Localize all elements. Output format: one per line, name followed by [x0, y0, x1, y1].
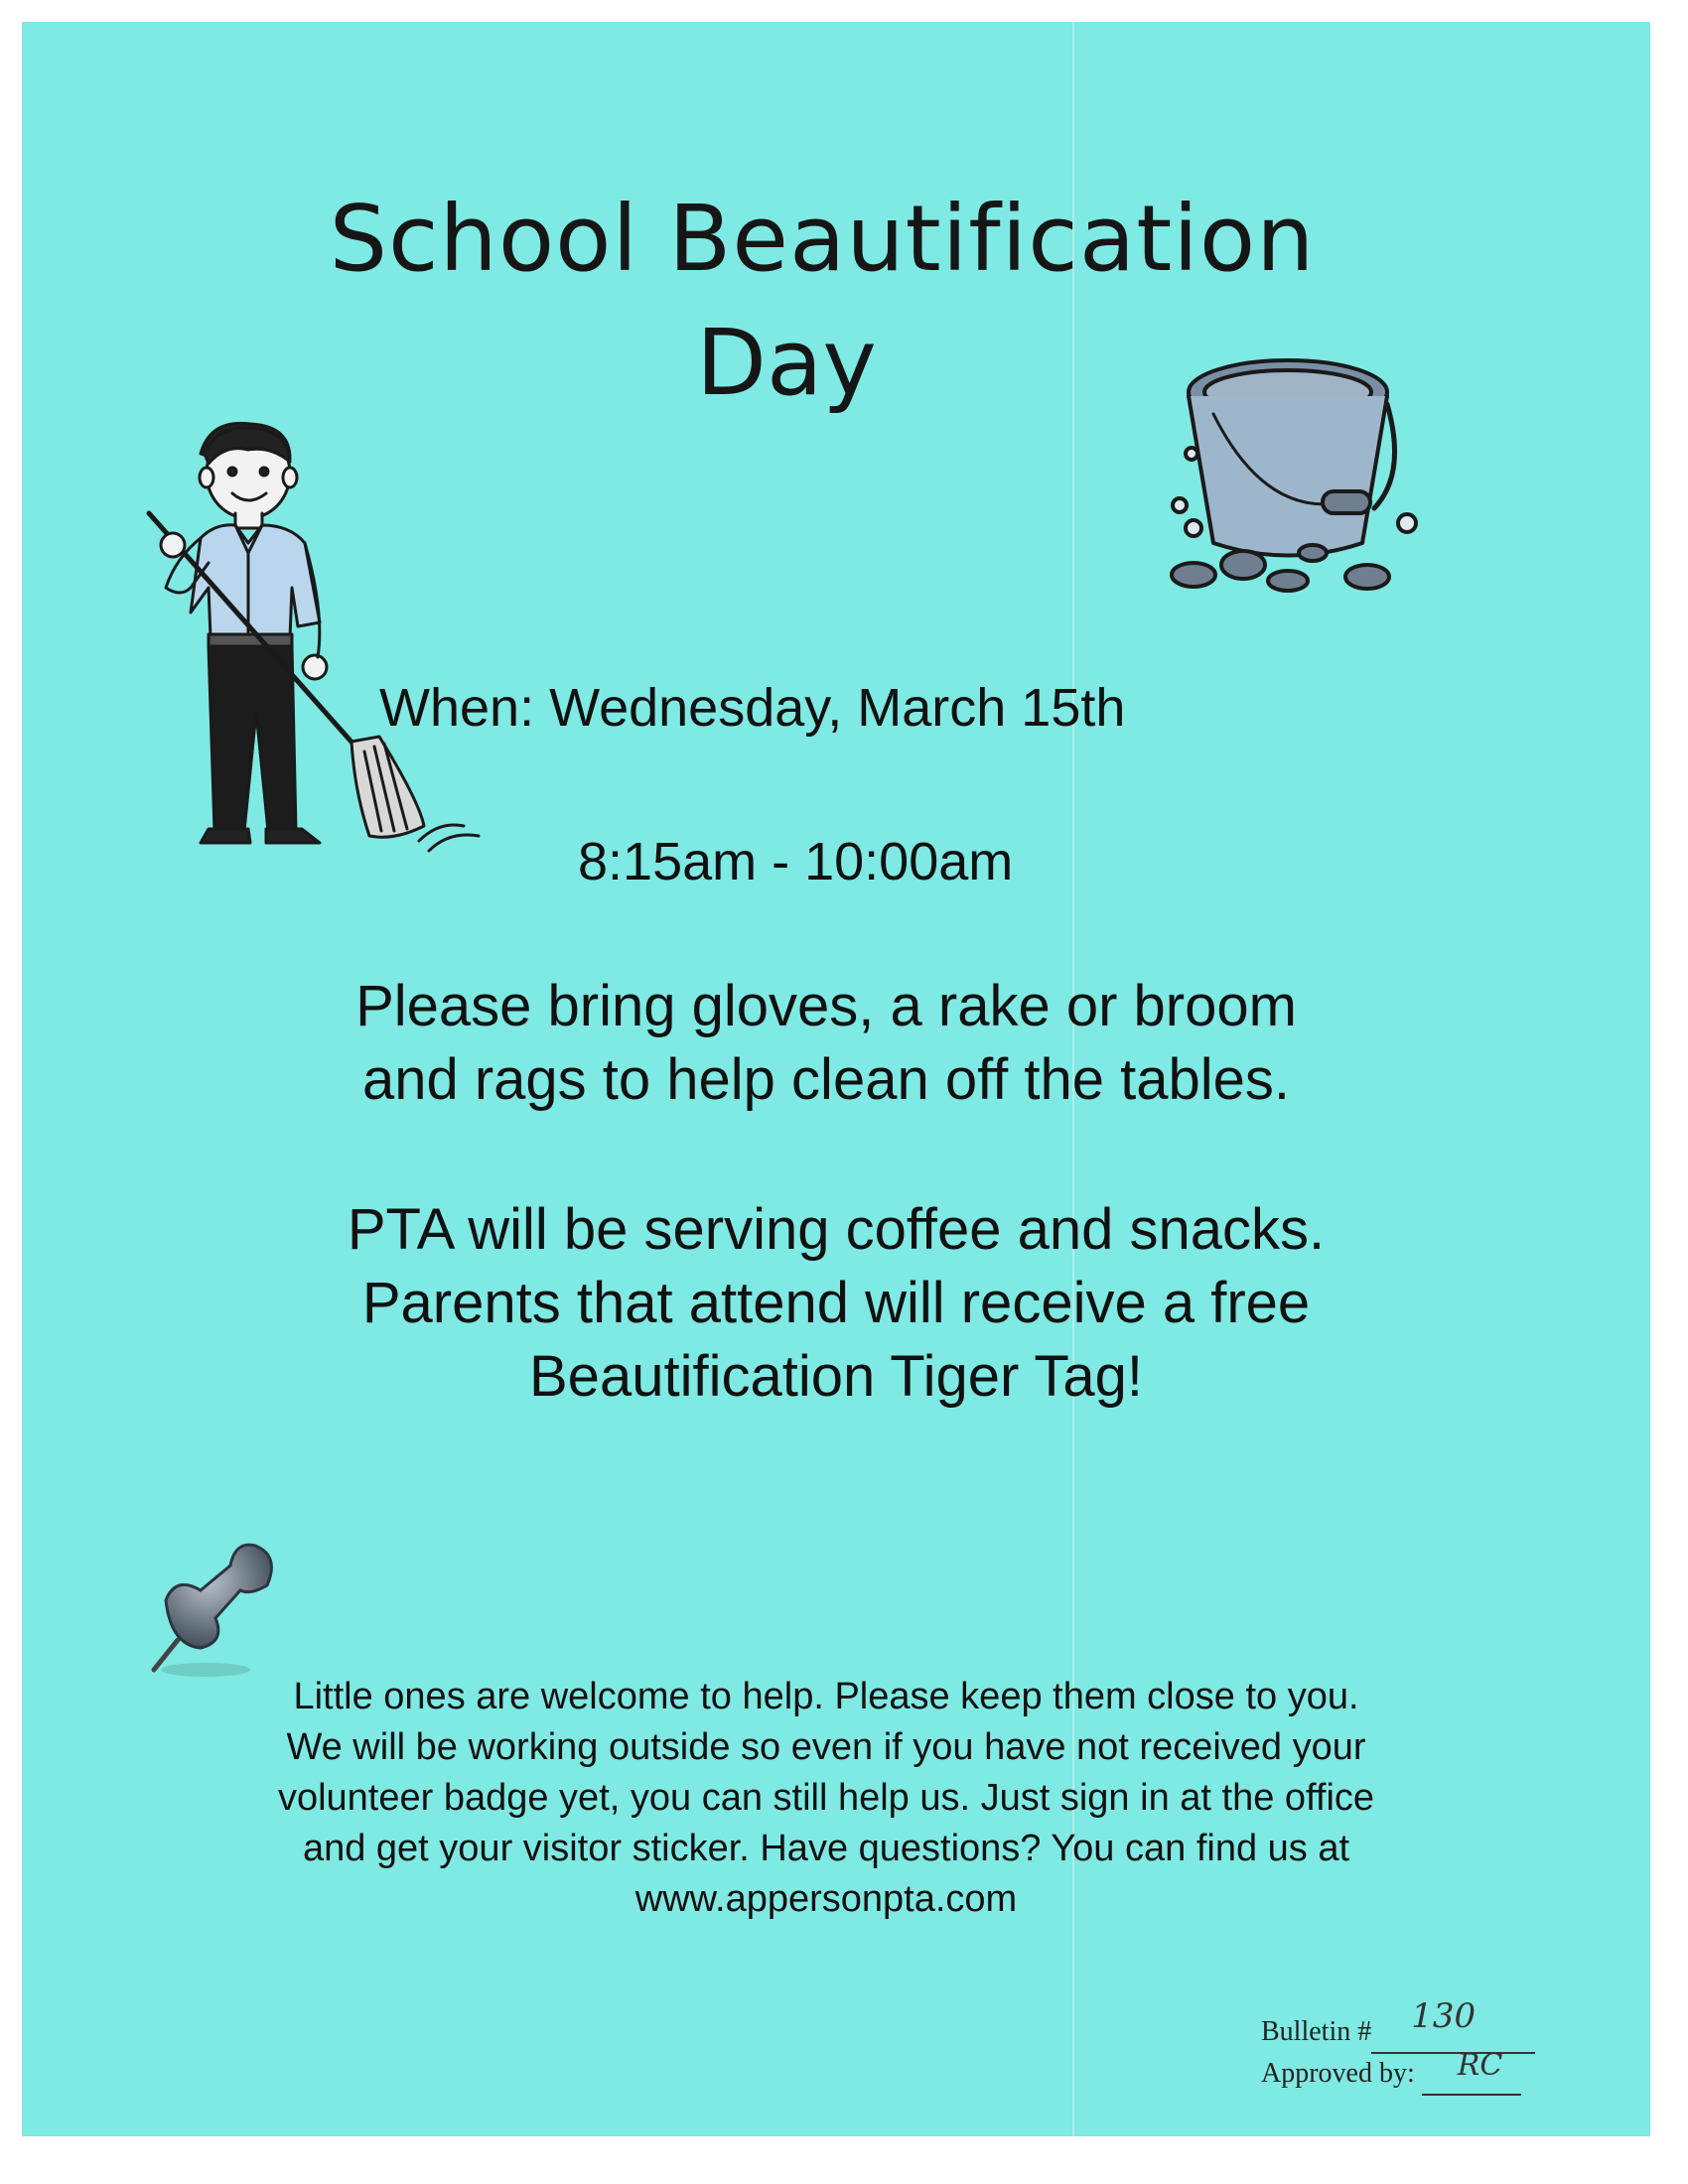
bulletin-approval	[1261, 1996, 1535, 2096]
note-line-3: volunteer badge yet, you can still help us. Just sign in at the office	[277, 1777, 1375, 1819]
pushpin-icon	[146, 1531, 285, 1680]
bulletin-number-label: Bulletin #	[1261, 2016, 1372, 2047]
pta-line-3: Beautification Tiger Tag!	[529, 1344, 1143, 1409]
volunteer-note	[22, 1672, 1630, 1925]
approved-by-initials: RC	[1457, 2048, 1503, 2083]
supplies-line-2: and rags to help clean off the tables.	[361, 1047, 1291, 1112]
pta-line-1: PTA will be serving coffee and snacks.	[347, 1197, 1326, 1262]
pta-text	[22, 1193, 1650, 1414]
broom-man-icon	[121, 414, 498, 856]
approved-by-label: Approved by:	[1261, 2058, 1415, 2089]
approved-by-row	[1261, 2048, 1535, 2096]
bucket-icon	[1154, 344, 1422, 593]
title-line-1: School Beautification	[329, 186, 1316, 292]
note-line-4: and get your visitor sticker. Have questions? You can find us at	[302, 1828, 1350, 1869]
event-time: 8:15am - 10:00am	[578, 832, 1014, 891]
pta-line-2: Parents that attend will receive a free	[361, 1271, 1311, 1335]
bulletin-number-value: 130	[1411, 1996, 1477, 2036]
title-line-2: Day	[696, 310, 877, 416]
supplies-text	[22, 970, 1640, 1117]
event-date: When: Wednesday, March 15th	[379, 678, 1126, 738]
note-line-1: Little ones are welcome to help. Please keep them close to you.	[293, 1676, 1359, 1717]
pta-website-link[interactable]: www.appersonpta.com	[634, 1878, 1018, 1920]
note-line-2: We will be working outside so even if you have not received your	[286, 1726, 1366, 1768]
supplies-line-1: Please bring gloves, a rake or broom	[355, 974, 1297, 1038]
flyer-sheet	[22, 22, 1650, 2136]
